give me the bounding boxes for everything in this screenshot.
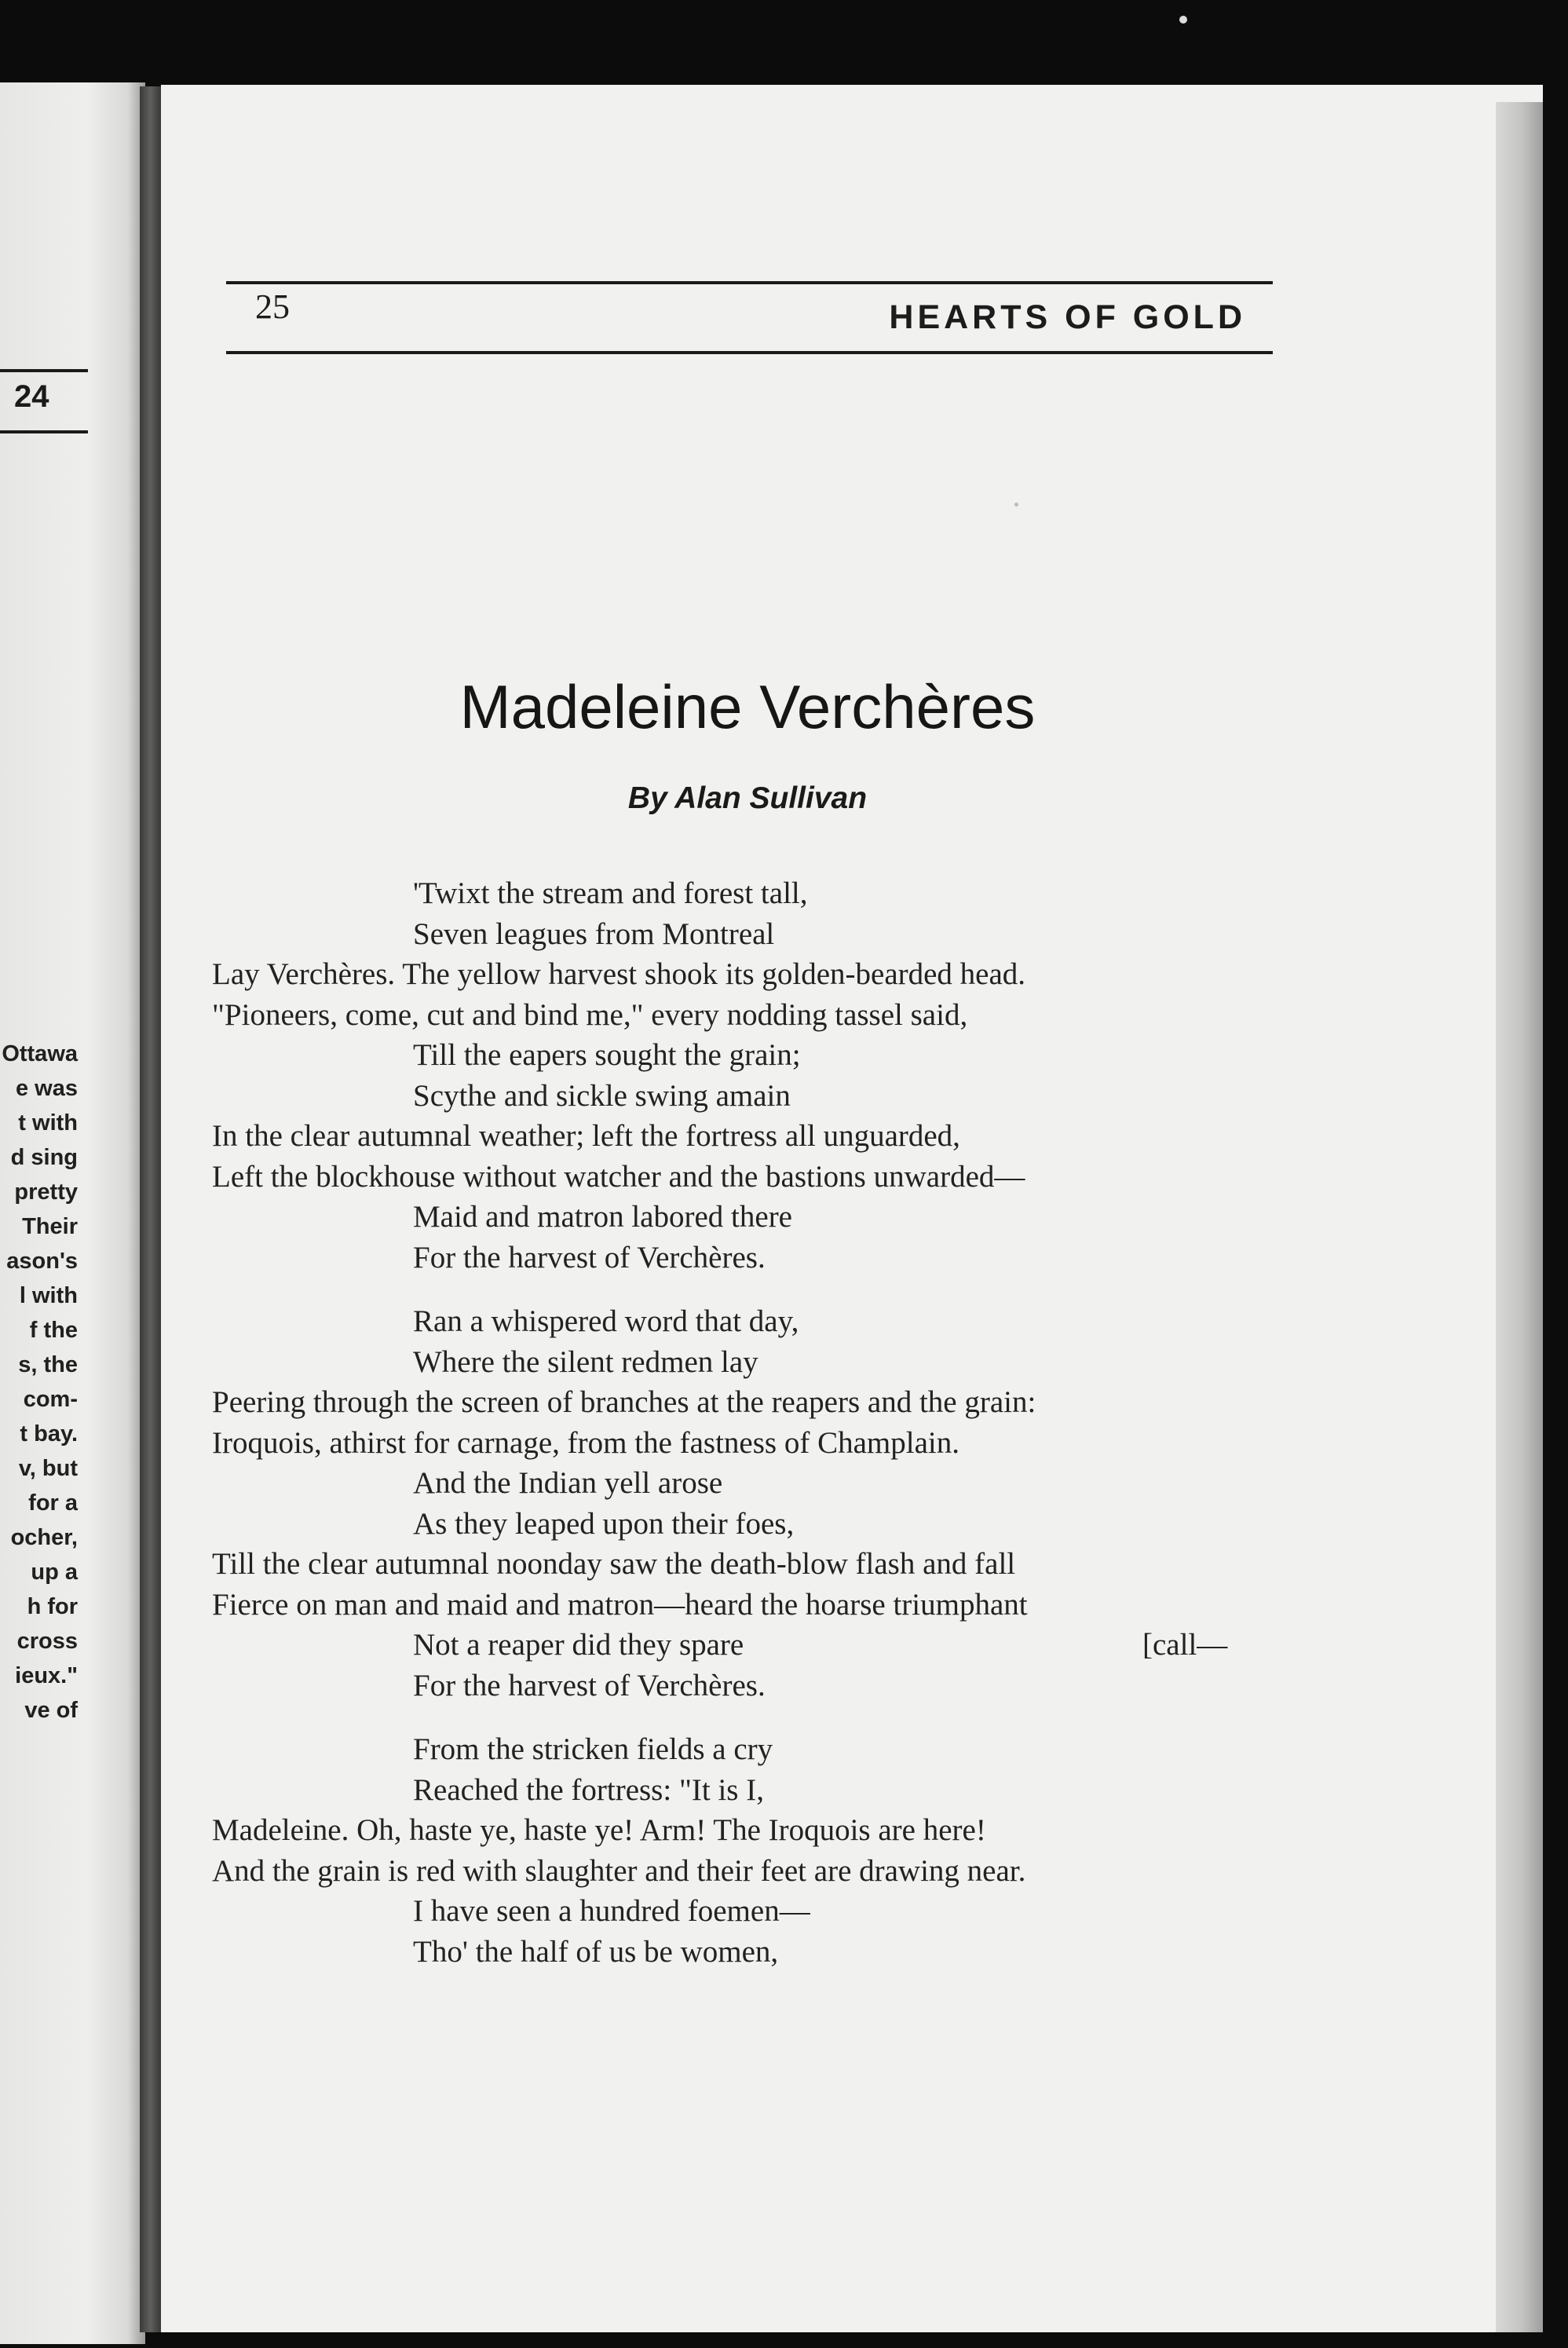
poem-line: [212, 1423, 1280, 1464]
poem-line-text: And the Indian yell arose: [413, 1466, 723, 1500]
left-page-fragment: f the: [29, 1318, 78, 1343]
poem-line: [212, 1932, 1280, 1973]
left-page-fragment: Ottawa: [2, 1041, 78, 1066]
poem-line: [212, 1076, 1280, 1117]
left-page-fragment: cross: [16, 1629, 78, 1654]
poem-line: [212, 1342, 1280, 1383]
left-page-fragment: ve of: [24, 1698, 78, 1723]
poem-line-text: Scythe and sickle swing amain: [413, 1078, 791, 1113]
poem-line-text: "Pioneers, come, cut and bind me," every nodding tassel said,: [212, 997, 968, 1032]
left-page-fragment: e was: [16, 1076, 78, 1101]
poem-line: [212, 1116, 1280, 1157]
poem-line: [212, 1585, 1280, 1626]
left-page-fragment: ocher,: [10, 1525, 78, 1550]
poem-line: [212, 1625, 1280, 1666]
left-page: [0, 82, 145, 2344]
poem-line-text: Left the blockhouse without watcher and the bastions unwarded—: [212, 1159, 1025, 1194]
poem-line: [212, 1301, 1280, 1342]
poem-line-text: From the stricken fields a cry: [413, 1732, 773, 1766]
poem-line: [212, 1382, 1280, 1423]
left-page-fragment: ieux.": [15, 1663, 78, 1688]
header-rule-bottom: [226, 351, 1273, 354]
poem-line: [212, 1035, 1280, 1076]
poem-line: [212, 1891, 1280, 1932]
poem-line: [212, 954, 1280, 995]
poem-line: [212, 1504, 1280, 1545]
poem-line-text: Lay Verchères. The yellow harvest shook its golden-bearded head.: [212, 957, 1026, 991]
poem-line: [212, 1238, 1280, 1278]
header-rule-top: [226, 281, 1273, 284]
poem-line: [212, 914, 1280, 955]
poem-line-text: As they leaped upon their foes,: [413, 1506, 795, 1541]
left-page-fragment: l with: [19, 1283, 78, 1308]
left-page-fragment: t bay.: [20, 1421, 78, 1446]
poem-stanza: [212, 1729, 1280, 1972]
poem-line: [212, 995, 1280, 1036]
poem-line: [212, 1197, 1280, 1238]
poem-line-text: Where the silent redmen lay: [413, 1344, 758, 1379]
poem-line-text: Fierce on man and maid and matron—heard the hoarse triumphant: [212, 1587, 1028, 1622]
poem-line-text: For the harvest of Verchères.: [413, 1668, 766, 1702]
poem-line-text: Iroquois, athirst for carnage, from the fastness of Champlain.: [212, 1425, 959, 1460]
left-header-rule-bottom: [0, 430, 88, 433]
running-head: HEARTS OF GOLD: [889, 298, 1246, 336]
left-page-number: 24: [14, 379, 49, 414]
book-gutter: [140, 86, 163, 2332]
left-page-fragment: for a: [28, 1490, 78, 1516]
left-page-fragment: s, the: [18, 1352, 78, 1377]
left-page-fragment: ason's: [6, 1249, 78, 1274]
poem-line: [212, 1463, 1280, 1504]
poem-line: [212, 1851, 1280, 1892]
poem-line-text: I have seen a hundred foemen—: [413, 1894, 810, 1928]
poem-line: [212, 1770, 1280, 1811]
poem-line-text: Not a reaper did they spare: [413, 1628, 744, 1662]
poem-stanza: [212, 1301, 1280, 1706]
left-page-fragment: up a: [31, 1560, 78, 1585]
poem-line-text: Madeleine. Oh, haste ye, haste ye! Arm! The Iroquois are here!: [212, 1813, 986, 1847]
poem-line: [212, 1544, 1280, 1585]
poem-line-text: Ran a whispered word that day,: [413, 1304, 799, 1338]
dust-speck: [1014, 503, 1018, 507]
left-page-fragment: Their: [22, 1214, 78, 1239]
poem-line-text: Maid and matron labored there: [413, 1200, 792, 1234]
poem-line-text: 'Twixt the stream and forest tall,: [413, 876, 808, 910]
poem-line-text: And the grain is red with slaughter and their feet are drawing near.: [212, 1853, 1026, 1888]
left-page-text-fragments: [0, 1037, 145, 1728]
left-page-fragment: com-: [23, 1387, 78, 1412]
dust-speck: [1179, 16, 1187, 24]
poem-title: Madeleine Verchères: [459, 672, 1036, 741]
poem-line-carryover: [call—: [1142, 1628, 1228, 1662]
left-page-fragment: pretty: [14, 1179, 78, 1205]
poem-line: [212, 1810, 1280, 1851]
left-page-fragment: t with: [18, 1110, 78, 1136]
poem-line-text: Till the eapers sought the grain;: [413, 1038, 801, 1072]
poem-line: [212, 1729, 1280, 1770]
poem-line-text: Peering through the screen of branches at the reapers and the grain:: [212, 1385, 1036, 1419]
left-header-rule-top: [0, 369, 88, 372]
left-page-fragment: d sing: [10, 1145, 78, 1170]
poem-line-text: Till the clear autumnal noonday saw the death-blow flash and fall: [212, 1547, 1016, 1581]
poem-line-text: For the harvest of Verchères.: [413, 1240, 766, 1275]
poem-line: [212, 1157, 1280, 1198]
left-page-fragment: h for: [27, 1594, 78, 1619]
poem-byline: By Alan Sullivan: [627, 781, 868, 815]
left-page-fragment: v, but: [18, 1456, 78, 1481]
poem-line-text: Reached the fortress: "It is I,: [413, 1772, 764, 1807]
poem-line: [212, 873, 1280, 914]
poem-stanza: [212, 873, 1280, 1278]
poem-body: [212, 873, 1280, 1995]
poem-line-text: In the clear autumnal weather; left the fortress all unguarded,: [212, 1119, 960, 1153]
poem-line-text: Seven leagues from Montreal: [413, 916, 775, 951]
right-page-edge: [1496, 102, 1543, 2332]
page-number: 25: [255, 287, 290, 326]
poem-line-text: Tho' the half of us be women,: [413, 1934, 779, 1969]
poem-line: [212, 1666, 1280, 1706]
